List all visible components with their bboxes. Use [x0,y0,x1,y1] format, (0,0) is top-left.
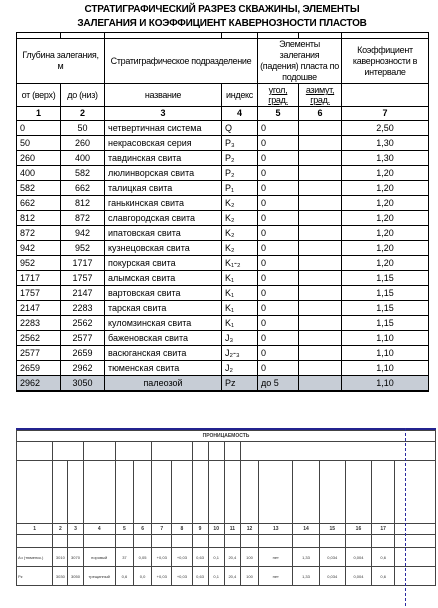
dip-azimuth [299,241,342,256]
header-cell [345,461,371,524]
depth-to: 812 [61,196,105,211]
perm-cell: +0,03 [172,567,192,586]
unit-name: славгородская свита [105,211,222,226]
column-number: 2 [61,107,105,121]
column-number: 6 [134,524,152,535]
depth-from: 2562 [17,331,61,346]
perm-cell: 100 [240,548,258,567]
dip-angle: 0 [258,151,299,166]
permeability-title-row [17,431,436,442]
table-row [17,151,429,166]
unit-index: K₂ [222,196,258,211]
perm-cell: 0,6 [372,548,395,567]
permeability-title: ПРОНИЦАЕМОСТЬ [17,431,436,442]
perm-cell: 0,1 [208,567,224,586]
perm-cell: нет [259,567,293,586]
unit-index: K₁-₂ [222,256,258,271]
perm-cell: 0,1 [208,548,224,567]
header-cell [172,461,192,524]
column-number: 8 [172,524,192,535]
depth-to: 582 [61,166,105,181]
to-header: до (низ) [61,84,105,107]
dip-azimuth [299,346,342,361]
perm-cell: поровый [83,548,115,567]
cavern-coef: 1,15 [342,301,429,316]
table-row [17,181,429,196]
table-row [17,316,429,331]
column-number: 1 [17,107,61,121]
unit-index: K₂ [222,211,258,226]
dip-azimuth [299,211,342,226]
header-cell [319,461,345,524]
dip-angle: 0 [258,286,299,301]
header-cell [192,442,208,461]
cavern-coef: 1,20 [342,211,429,226]
perm-cell: Pz [17,567,53,586]
header-cell [17,442,53,461]
depth-from: 942 [17,241,61,256]
depth-from: 582 [17,181,61,196]
depth-from: 872 [17,226,61,241]
unit-name: тавдинская свита [105,151,222,166]
cavern-coef: 1,30 [342,151,429,166]
perm-cell: 37 [115,548,133,567]
column-number: 7 [152,524,172,535]
perm-cell: 0,63 [192,548,208,567]
unit-index: P₃ [222,136,258,151]
column-number: 16 [345,524,371,535]
depth-to: 50 [61,121,105,136]
header-cell [224,442,240,461]
cavern-coef: 1,10 [342,346,429,361]
perm-cell: Ач (тюменск.) [17,548,53,567]
header-cell [240,442,435,461]
depth-to: 942 [61,226,105,241]
dip-angle: 0 [258,301,299,316]
perm-cell: 1,33 [293,548,319,567]
depth-from: 50 [17,136,61,151]
perm-cell: 3050 [68,567,83,586]
depth-from: 0 [17,121,61,136]
column-number: 9 [192,524,208,535]
depth-to: 872 [61,211,105,226]
table-row [17,136,429,151]
depth-from: 2659 [17,361,61,376]
cavern-coef: 1,10 [342,331,429,346]
perm-cell: 0,034 [319,567,345,586]
dip-azimuth [299,136,342,151]
perm-cell: 3070 [68,548,83,567]
unit-name: покурская свита [105,256,222,271]
unit-index: P₂ [222,151,258,166]
header-cell [115,442,151,461]
cavern-coef: 1,15 [342,316,429,331]
table-title-line-2: ЗАЛЕГАНИЯ И КОЭФФИЦИЕНТ КАВЕРНОЗНОСТИ ПЛАСТОВ [77,18,367,29]
header-cell [293,461,319,524]
column-number: 4 [83,524,115,535]
perm-cell: 100 [240,567,258,586]
depth-from: 952 [17,256,61,271]
column-number: 2 [53,524,68,535]
unit-index: J₃ [222,331,258,346]
perm-cell: 3030 [53,567,68,586]
cavern-coef: 1,10 [342,376,429,392]
table-row [17,346,429,361]
column-number: 5 [258,107,299,121]
unit-name: васюганская свита [105,346,222,361]
perm-cell: 0,6 [115,567,133,586]
unit-name: ипатовская свита [105,226,222,241]
cavern-coef: 1,20 [342,181,429,196]
table-row [17,286,429,301]
coef-header: Коэффициент кавернозности в интервале [342,39,429,84]
dip-angle: до 5 [258,376,299,392]
depth-from: 1757 [17,286,61,301]
unit-index: Pz [222,376,258,392]
table-row [17,121,429,136]
unit-index: Q [222,121,258,136]
unit-name: алымская свита [105,271,222,286]
unit-index: P₁ [222,181,258,196]
dip-angle: 0 [258,166,299,181]
perm-cell: 20,4 [224,548,240,567]
dip-angle: 0 [258,346,299,361]
dip-azimuth [299,301,342,316]
header-cell [192,461,208,524]
dip-angle: 0 [258,361,299,376]
depth-to: 3050 [61,376,105,392]
dip-angle: 0 [258,316,299,331]
unit-index: K₂ [222,241,258,256]
perm-cell: 20,4 [224,567,240,586]
header-cell [208,442,224,461]
permeability-row [17,567,436,586]
depth-from: 2147 [17,301,61,316]
dip-angle: 0 [258,196,299,211]
column-number: 14 [293,524,319,535]
dip-angle: 0 [258,241,299,256]
table-row [17,241,429,256]
dip-azimuth [299,151,342,166]
permeability-row [17,548,436,567]
depth-to: 2562 [61,316,105,331]
unit-name: тарская свита [105,301,222,316]
cavern-coef: 1,30 [342,136,429,151]
column-number: 1 [17,524,53,535]
unit-name: некрасовская серия [105,136,222,151]
depth-to: 662 [61,181,105,196]
table-row [17,166,429,181]
column-number: 6 [299,107,342,121]
dip-angle: 0 [258,121,299,136]
depth-to: 2659 [61,346,105,361]
header-cell [17,461,53,524]
column-numbers-row [17,107,429,121]
perm-cell: 0,63 [192,567,208,586]
unit-name: кузнецовская свита [105,241,222,256]
header-cell [53,461,68,524]
depth-to: 400 [61,151,105,166]
table-row [17,331,429,346]
column-number: 7 [342,107,429,121]
table-row [17,256,429,271]
unit-name: четвертичная система [105,121,222,136]
column-number: 5 [115,524,133,535]
depth-from: 2283 [17,316,61,331]
dip-azimuth [299,286,342,301]
depth-to: 2962 [61,361,105,376]
column-number [395,524,436,535]
perm-cell: 0,034 [319,548,345,567]
index-header: индекс [222,84,258,107]
dip-angle: 0 [258,271,299,286]
dip-azimuth [299,181,342,196]
perm-cell: трещинный [83,567,115,586]
perm-cell: +0,03 [152,548,172,567]
perm-cell: 1,33 [293,567,319,586]
table-row [17,196,429,211]
permeability-table [16,430,436,586]
header-cell [152,461,172,524]
perm-cell [395,567,436,586]
dip-azimuth [299,121,342,136]
table-row [17,211,429,226]
depth-to: 2577 [61,331,105,346]
coef-subheader [342,84,429,107]
unit-name: талицкая свита [105,181,222,196]
unit-name: люлинворская свита [105,166,222,181]
depth-from: 260 [17,151,61,166]
depth-to: 1717 [61,256,105,271]
dip-azimuth [299,361,342,376]
header-cell [372,461,395,524]
header-cell [134,461,152,524]
unit-name: куломзинская свита [105,316,222,331]
permeability-section [16,428,436,608]
unit-name: баженовская свита [105,331,222,346]
header-cell [83,442,115,461]
perm-cell: 0,6 [372,567,395,586]
table-row [17,271,429,286]
perm-cell [395,548,436,567]
from-header: от (верх) [17,84,61,107]
dip-azimuth [299,166,342,181]
subheader-row [17,84,429,107]
cavern-coef: 2,50 [342,121,429,136]
stratigraphy-table [16,32,429,392]
unit-name: палеозой [105,376,222,392]
depth-to: 952 [61,241,105,256]
perm-cell: 0,004 [345,548,371,567]
depth-from: 662 [17,196,61,211]
dip-angle: 0 [258,136,299,151]
column-number: 3 [68,524,83,535]
header-cell [240,461,258,524]
depth-header: Глубина залегания, м [17,39,105,84]
unit-name: ганькинская свита [105,196,222,211]
permeability-header-row [17,442,436,461]
unit-index: K₁ [222,301,258,316]
header-cell [53,442,83,461]
spacer-row [17,535,436,548]
angle-header: угол, град. [258,84,299,107]
table-row [17,301,429,316]
cavern-coef: 1,20 [342,166,429,181]
cavern-coef: 1,20 [342,196,429,211]
unit-index: J₂ [222,361,258,376]
header-cell [83,461,115,524]
unit-name: тюменская свита [105,361,222,376]
cavern-coef: 1,20 [342,226,429,241]
perm-cell: +0,03 [172,548,192,567]
unit-index: K₁ [222,271,258,286]
dip-angle: 0 [258,211,299,226]
perm-cell: 0,05 [134,548,152,567]
header-cell [224,461,240,524]
dip-angle: 0 [258,226,299,241]
dip-azimuth [299,331,342,346]
table-row [17,361,429,376]
header-cell [152,442,192,461]
column-number: 3 [105,107,222,121]
table-title-line-1: СТРАТИГРАФИЧЕСКИЙ РАЗРЕЗ СКВАЖИНЫ, ЭЛЕМЕНТЫ [84,4,360,15]
dip-azimuth [299,196,342,211]
header-cell [259,461,293,524]
depth-to: 2283 [61,301,105,316]
depth-to: 2147 [61,286,105,301]
dip-angle: 0 [258,256,299,271]
elements-header: Элементы залегания (падения) пласта по подошве [258,39,342,84]
depth-to: 1757 [61,271,105,286]
stratigraphy-section [16,3,428,392]
unit-name: вартовская свита [105,286,222,301]
dip-angle: 0 [258,331,299,346]
column-number: 4 [222,107,258,121]
column-number: 17 [372,524,395,535]
cavern-coef: 1,20 [342,241,429,256]
perm-cell: 0,004 [345,567,371,586]
header-cell [208,461,224,524]
header-cell [115,461,133,524]
column-number: 12 [240,524,258,535]
cavern-coef: 1,15 [342,271,429,286]
depth-from: 2577 [17,346,61,361]
depth-from: 1717 [17,271,61,286]
unit-index: J₂-₃ [222,346,258,361]
unit-index: K₁ [222,316,258,331]
table-row-last [17,376,429,392]
unit-index: P₂ [222,166,258,181]
strat-header: Стратиграфическое подразделение [105,39,258,84]
cavern-coef: 1,20 [342,256,429,271]
perm-cell: +0,03 [152,567,172,586]
unit-index: K₁ [222,286,258,301]
depth-from: 2962 [17,376,61,392]
column-number: 10 [208,524,224,535]
cavern-coef: 1,15 [342,286,429,301]
permeability-column-numbers [17,524,436,535]
azimuth-header: азимут, град. [299,84,342,107]
dip-angle: 0 [258,181,299,196]
perm-cell: 3010 [53,548,68,567]
dip-azimuth [299,226,342,241]
name-header: название [105,84,222,107]
header-cell [68,461,83,524]
page-break-line [405,428,406,606]
depth-from: 812 [17,211,61,226]
dip-azimuth [299,316,342,331]
column-number: 11 [224,524,240,535]
unit-index: K₂ [222,226,258,241]
column-number: 15 [319,524,345,535]
header-row [17,39,429,84]
table-row [17,226,429,241]
depth-from: 400 [17,166,61,181]
permeability-subheader-row [17,461,436,524]
header-cell [395,461,436,524]
column-number: 13 [259,524,293,535]
dip-azimuth [299,256,342,271]
cavern-coef: 1,10 [342,361,429,376]
dip-azimuth [299,271,342,286]
dip-azimuth [299,376,342,392]
depth-to: 260 [61,136,105,151]
perm-cell: 0,0 [134,567,152,586]
perm-cell: нет [259,548,293,567]
